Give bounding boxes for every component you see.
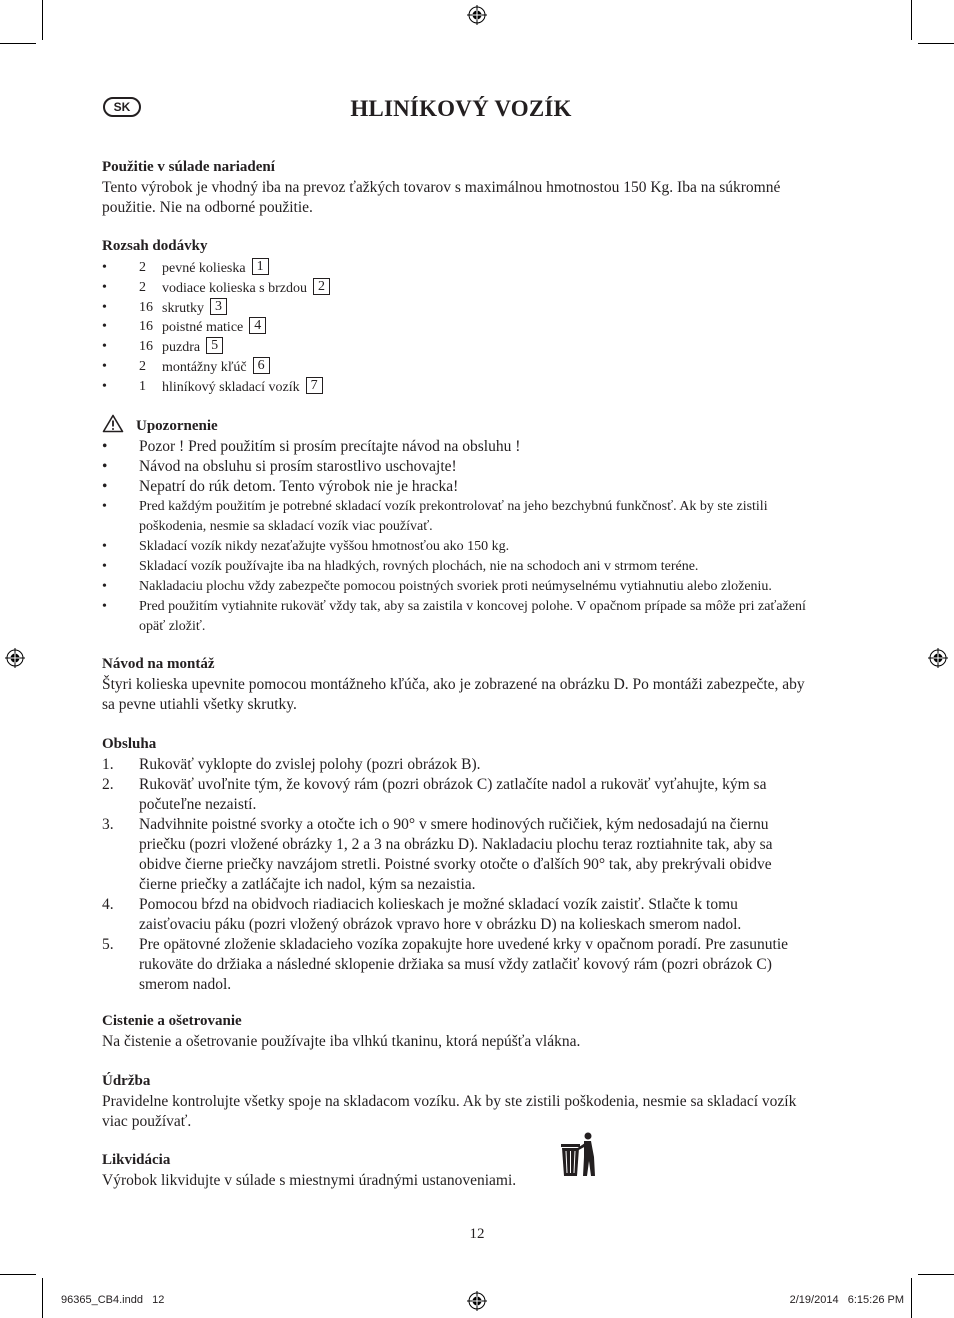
- bullet: •: [102, 319, 107, 334]
- step-text-line: Pomocou bŕzd na obidvoch riadiacich kolieskach je možné skladací vozík zaistiť. Stlačte k tomu: [139, 896, 738, 913]
- bullet: •: [102, 499, 107, 514]
- delivery-item: [162, 298, 227, 319]
- warning-line: poškodenia, nesmie sa skladací vozík viac používať.: [139, 519, 433, 534]
- delivery-item-qty: 1: [139, 379, 146, 394]
- warning-line: Nepatrí do rúk detom. Tento výrobok nie je hracka!: [139, 478, 459, 495]
- footer-file-info: 96365_CB4.indd 12: [61, 1294, 165, 1306]
- section-heading-maintenance: Údržba: [102, 1073, 151, 1089]
- crop-mark: [911, 1278, 912, 1318]
- step-text-line: priečku (pozri vložené obrázky 1, 2 a 3 na obrázku D). Nakladaciu plochu teraz roztiahnite tak, aby sa: [139, 836, 773, 853]
- warning-line: Pozor ! Pred použitím si prosím precítajte návod na obsluhu !: [139, 438, 521, 455]
- bullet: •: [102, 260, 107, 275]
- step-text-line: Pre opätovné zloženie skladacieho vozíka zopakujte hore uvedené krky v opačnom poradí. Pre zasunutie: [139, 936, 789, 953]
- maintenance-text-line: Pravidelne kontrolujte všetky spoje na skladacom vozíku. Ak by ste zistili poškodenia, nesmie sa skladací vozík: [102, 1093, 797, 1110]
- crop-mark: [42, 1278, 43, 1318]
- delivery-item-label: pevné kolieska: [162, 261, 246, 276]
- bullet: •: [102, 579, 107, 594]
- step-text-line: Rukoväť vyklopte do zvislej polohy (pozri obrázok B).: [139, 756, 481, 773]
- bullet: •: [102, 339, 107, 354]
- delivery-item-qty: 2: [139, 260, 146, 275]
- delivery-item-qty: 16: [139, 300, 153, 315]
- crop-mark: [0, 1274, 36, 1275]
- bullet: •: [102, 559, 107, 574]
- delivery-item: [162, 258, 269, 279]
- registration-mark-icon: [467, 5, 487, 25]
- section-heading-delivery: Rozsah dodávky: [102, 238, 208, 254]
- bullet: •: [102, 458, 108, 475]
- delivery-item-qty: 2: [139, 359, 146, 374]
- delivery-item-qty: 16: [139, 339, 153, 354]
- warning-line: Nakladaciu plochu vždy zabezpečte pomocou poistných svoriek proti neúmyselnému vytiahnutiu alebo zloženiu.: [139, 579, 772, 594]
- bullet: •: [102, 280, 107, 295]
- section-heading-cleaning: Cistenie a ošetrovanie: [102, 1013, 242, 1029]
- delivery-item-label: hliníkový skladací vozík: [162, 380, 300, 395]
- step-text-line: zaisťovaciu páku (pozri vložený obrázok vpravo hore v obrázku D) na kolieskach smerom nadol.: [139, 916, 742, 933]
- delivery-item-qty: 16: [139, 319, 153, 334]
- bullet: •: [102, 438, 108, 455]
- delivery-item-label: vodiace kolieska s brzdou: [162, 281, 308, 296]
- registration-mark-icon: [5, 648, 25, 668]
- delivery-item: [162, 377, 323, 398]
- warning-triangle-icon: [102, 414, 124, 433]
- cleaning-text-line: Na čistenie a ošetrovanie používajte iba vlhkú tkaninu, ktorá nepúšťa vlákna.: [102, 1033, 581, 1050]
- delivery-item: [162, 337, 223, 358]
- warning-line: Návod na obsluhu si prosím starostlivo uschovajte!: [139, 458, 457, 475]
- step-text-line: Rukoväť uvoľnite tým, že kovový rám (pozri obrázok C) zatlačíte nadol a rukoväť vyťahujte, kým sa: [139, 776, 767, 793]
- bullet: •: [102, 300, 107, 315]
- step-text-line: rukoväte do držiaka a následné sklopenie držiaka sa musí vždy zatlačiť kovový rám (pozri obrázok C): [139, 956, 772, 973]
- step-text-line: počuteľne nezaistí.: [139, 796, 257, 813]
- maintenance-text-line: viac používať.: [102, 1113, 192, 1130]
- footer-datetime: 2/19/2014 6:15:26 PM: [789, 1294, 904, 1306]
- disposal-text-line: Výrobok likvidujte v súlade s miestnymi úradnými ustanoveniami.: [102, 1172, 517, 1189]
- language-badge: SK: [103, 97, 141, 117]
- bullet: •: [102, 599, 107, 614]
- figure-ref-box: 5: [206, 337, 223, 354]
- delivery-item: [162, 357, 270, 378]
- figure-ref-box: 4: [249, 317, 266, 334]
- recycling-bin-icon: [558, 1131, 598, 1179]
- section-heading-assembly: Návod na montáž: [102, 656, 215, 672]
- step-number: 1.: [102, 756, 114, 773]
- section-heading-warning: Upozornenie: [136, 418, 218, 434]
- assembly-text-line: sa pevne utiahli všetky skrutky.: [102, 696, 297, 713]
- step-text-line: čierne priečky a zatláčajte ich nadol, kým sa nezaistia.: [139, 876, 476, 893]
- section-heading-disposal: Likvidácia: [102, 1152, 171, 1168]
- use-text-line: použitie. Nie na odborné použitie.: [102, 199, 313, 216]
- warning-line: Skladací vozík používajte iba na hladkých, rovných plochách, nie na schodoch ani v strmom teréne.: [139, 559, 699, 574]
- page-number: 12: [469, 1226, 485, 1242]
- crop-mark: [911, 0, 912, 40]
- bullet: •: [102, 539, 107, 554]
- warning-line: opäť zložiť.: [139, 619, 206, 634]
- section-heading-use: Použitie v súlade nariadení: [102, 159, 275, 175]
- warning-line: Skladací vozík nikdy nezaťažujte vyššou hmotnosťou ako 150 kg.: [139, 539, 510, 554]
- step-number: 2.: [102, 776, 114, 793]
- figure-ref-box: 3: [210, 298, 227, 315]
- step-number: 3.: [102, 816, 114, 833]
- delivery-item: [162, 278, 330, 299]
- registration-mark-icon: [467, 1291, 487, 1311]
- warning-line: Pred použitím vytiahnite rukoväť vždy tak, aby sa zaistila v koncovej polohe. V opačnom prípade sa môže pri zaťažení: [139, 599, 806, 614]
- delivery-item: [162, 317, 266, 338]
- step-number: 4.: [102, 896, 114, 913]
- assembly-text-line: Štyri kolieska upevnite pomocou montážneho kľúča, ako je zobrazené na obrázku D. Po montáži zabezpečte, aby: [102, 676, 805, 693]
- delivery-item-label: montážny kľúč: [162, 360, 247, 375]
- figure-ref-box: 6: [253, 357, 270, 374]
- bullet: •: [102, 478, 108, 495]
- bullet: •: [102, 359, 107, 374]
- delivery-item-label: skrutky: [162, 301, 204, 316]
- delivery-item-label: puzdra: [162, 340, 201, 355]
- figure-ref-box: 2: [313, 278, 330, 295]
- delivery-item-label: poistné matice: [162, 320, 244, 335]
- registration-mark-icon: [928, 648, 948, 668]
- warning-line: Pred každým použitím je potrebné skladací vozík prekontrolovať na jeho bezchybnú funkčnosť. Ak by ste zistili: [139, 499, 768, 514]
- delivery-item-qty: 2: [139, 280, 146, 295]
- crop-mark: [0, 43, 36, 44]
- page-title: HLINÍKOVÝ VOZÍK: [350, 96, 572, 121]
- step-text-line: Nadvihnite poistné svorky a otočte ich o 90° v smere hodinových ručičiek, kým nedosadajú na čiernu: [139, 816, 769, 833]
- crop-mark: [918, 1274, 954, 1275]
- step-text-line: smerom nadol.: [139, 976, 232, 993]
- bullet: •: [102, 379, 107, 394]
- figure-ref-box: 1: [252, 258, 269, 275]
- crop-mark: [918, 43, 954, 44]
- step-number: 5.: [102, 936, 114, 953]
- crop-mark: [42, 0, 43, 40]
- figure-ref-box: 7: [306, 377, 323, 394]
- section-heading-operation: Obsluha: [102, 736, 157, 752]
- step-text-line: obidve čierne priečky navzájom stretli. Poistné svorky otočte o ďalších 90° tak, aby prekrývali obidve: [139, 856, 772, 873]
- use-text-line: Tento výrobok je vhodný iba na prevoz ťažkých tovarov s maximálnou hmotnostou 150 Kg. Iba na súkromné: [102, 179, 781, 196]
